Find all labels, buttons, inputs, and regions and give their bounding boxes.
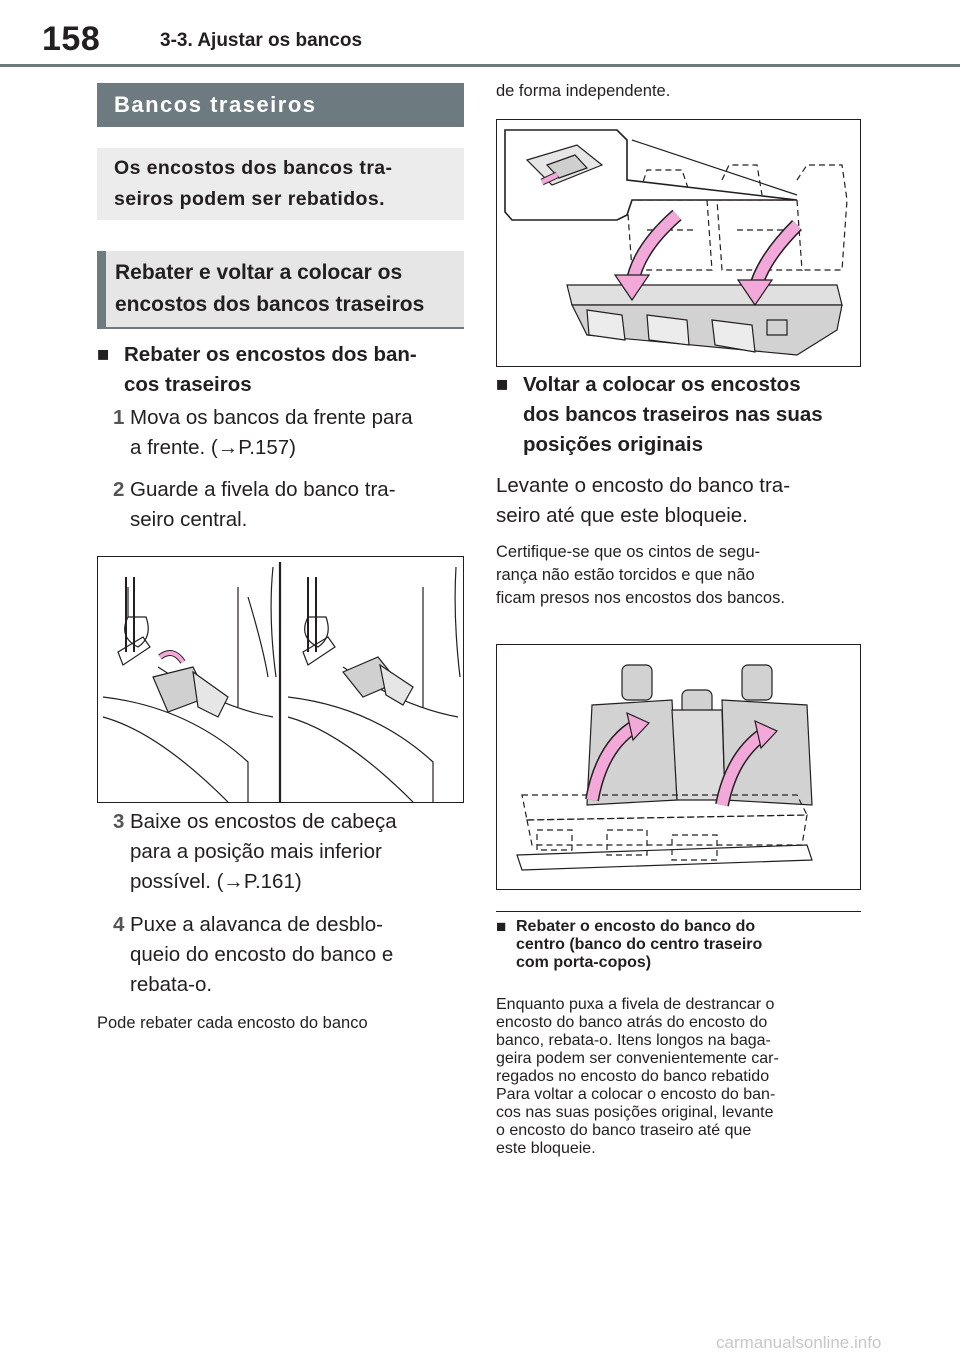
intro-line: seiros podem ser rebatidos. bbox=[114, 188, 385, 210]
header-divider bbox=[0, 64, 960, 67]
fold-heading bbox=[97, 340, 462, 400]
step-line: para a posição mais inferior bbox=[130, 840, 382, 863]
restore-body bbox=[496, 471, 866, 531]
raise-illustration bbox=[497, 645, 860, 889]
intro-box bbox=[97, 148, 464, 220]
note-heading-line: Rebater o encosto do banco do bbox=[516, 918, 756, 935]
figure-fold-seats bbox=[496, 119, 861, 367]
fold-heading-line: cos traseiros bbox=[124, 373, 252, 396]
note-line: Enquanto puxa a fivela de destrancar o bbox=[496, 996, 775, 1013]
note-heading-line: centro (banco do centro traseiro bbox=[516, 936, 763, 953]
body-line: seiro até que este bloqueie. bbox=[496, 504, 748, 527]
restore-heading-line: posições originais bbox=[523, 433, 703, 456]
section-heading: Bancos traseiros bbox=[97, 83, 464, 127]
caution-line: Certifique-se que os cintos de segu- bbox=[496, 543, 761, 561]
step-line: Guarde a fivela do banco tra- bbox=[130, 478, 396, 501]
center-seat-text bbox=[496, 996, 864, 1158]
step-1 bbox=[113, 403, 463, 463]
buckle-illustration bbox=[98, 557, 463, 802]
subheading-line: encostos dos bancos traseiros bbox=[115, 293, 425, 316]
intro-line: Os encostos dos bancos tra- bbox=[114, 157, 393, 179]
square-bullet-icon: ■ bbox=[496, 917, 507, 936]
step-line: seiro central. bbox=[130, 508, 248, 531]
square-bullet-icon: ■ bbox=[496, 373, 509, 396]
note-line: banco, rebata-o. Itens longos na baga- bbox=[496, 1032, 771, 1049]
belt-caution bbox=[496, 541, 866, 610]
subheading-box bbox=[97, 251, 464, 329]
step-number: 4 bbox=[113, 913, 125, 936]
caution-line: rança não estão torcidos e que não bbox=[496, 566, 755, 584]
note-divider bbox=[496, 911, 861, 912]
step-3 bbox=[113, 807, 463, 897]
note-line: Para voltar a colocar o encosto do ban- bbox=[496, 1086, 776, 1103]
square-bullet-icon: ■ bbox=[97, 343, 110, 366]
note-line: cos nas suas posições original, levante bbox=[496, 1104, 774, 1121]
step-line: Puxe a alavanca de desblo- bbox=[130, 913, 384, 936]
step-line: possível. (→P.161) bbox=[130, 870, 302, 893]
step-line: rebata-o. bbox=[130, 973, 213, 996]
page-number: 158 bbox=[42, 20, 101, 58]
note-heading-line: com porta-copos) bbox=[516, 954, 652, 971]
fold-heading-line: Rebater os encostos dos ban- bbox=[124, 343, 417, 366]
continuation-text: de forma independente. bbox=[496, 82, 671, 100]
body-line: Levante o encosto do banco tra- bbox=[496, 474, 791, 497]
figure-buckle-stow bbox=[97, 556, 464, 803]
step-4 bbox=[113, 910, 463, 1000]
step-2 bbox=[113, 475, 463, 535]
note-line: encosto do banco atrás do encosto do bbox=[496, 1014, 768, 1031]
step-number: 3 bbox=[113, 810, 125, 833]
note-line: regados no encosto do banco rebatido bbox=[496, 1068, 770, 1085]
step-line: Mova os bancos da frente para bbox=[130, 406, 413, 429]
fold-illustration bbox=[497, 120, 860, 366]
step-line: queio do encosto do banco e bbox=[130, 943, 394, 966]
footer-watermark[interactable]: carmanualsonline.info bbox=[716, 1333, 882, 1352]
center-seat-heading bbox=[496, 918, 861, 972]
subheading-line: Rebater e voltar a colocar os bbox=[115, 261, 403, 284]
step-line: a frente. (→P.157) bbox=[130, 436, 296, 459]
note-line: geira podem ser convenientemente car- bbox=[496, 1050, 779, 1067]
restore-heading-line: Voltar a colocar os encostos bbox=[523, 373, 801, 396]
note-line: o encosto do banco traseiro até que bbox=[496, 1122, 752, 1139]
step-line: Baixe os encostos de cabeça bbox=[130, 810, 397, 833]
step-number: 1 bbox=[113, 406, 125, 429]
step-number: 2 bbox=[113, 478, 125, 501]
restore-heading bbox=[496, 370, 861, 460]
section-title: 3-3. Ajustar os bancos bbox=[160, 30, 363, 51]
restore-heading-line: dos bancos traseiros nas suas bbox=[523, 403, 823, 426]
figure-raise-seats bbox=[496, 644, 861, 890]
fold-note: Pode rebater cada encosto do banco bbox=[97, 1014, 368, 1032]
caution-line: ficam presos nos encostos dos bancos. bbox=[496, 589, 785, 607]
note-line: este bloqueie. bbox=[496, 1140, 596, 1157]
